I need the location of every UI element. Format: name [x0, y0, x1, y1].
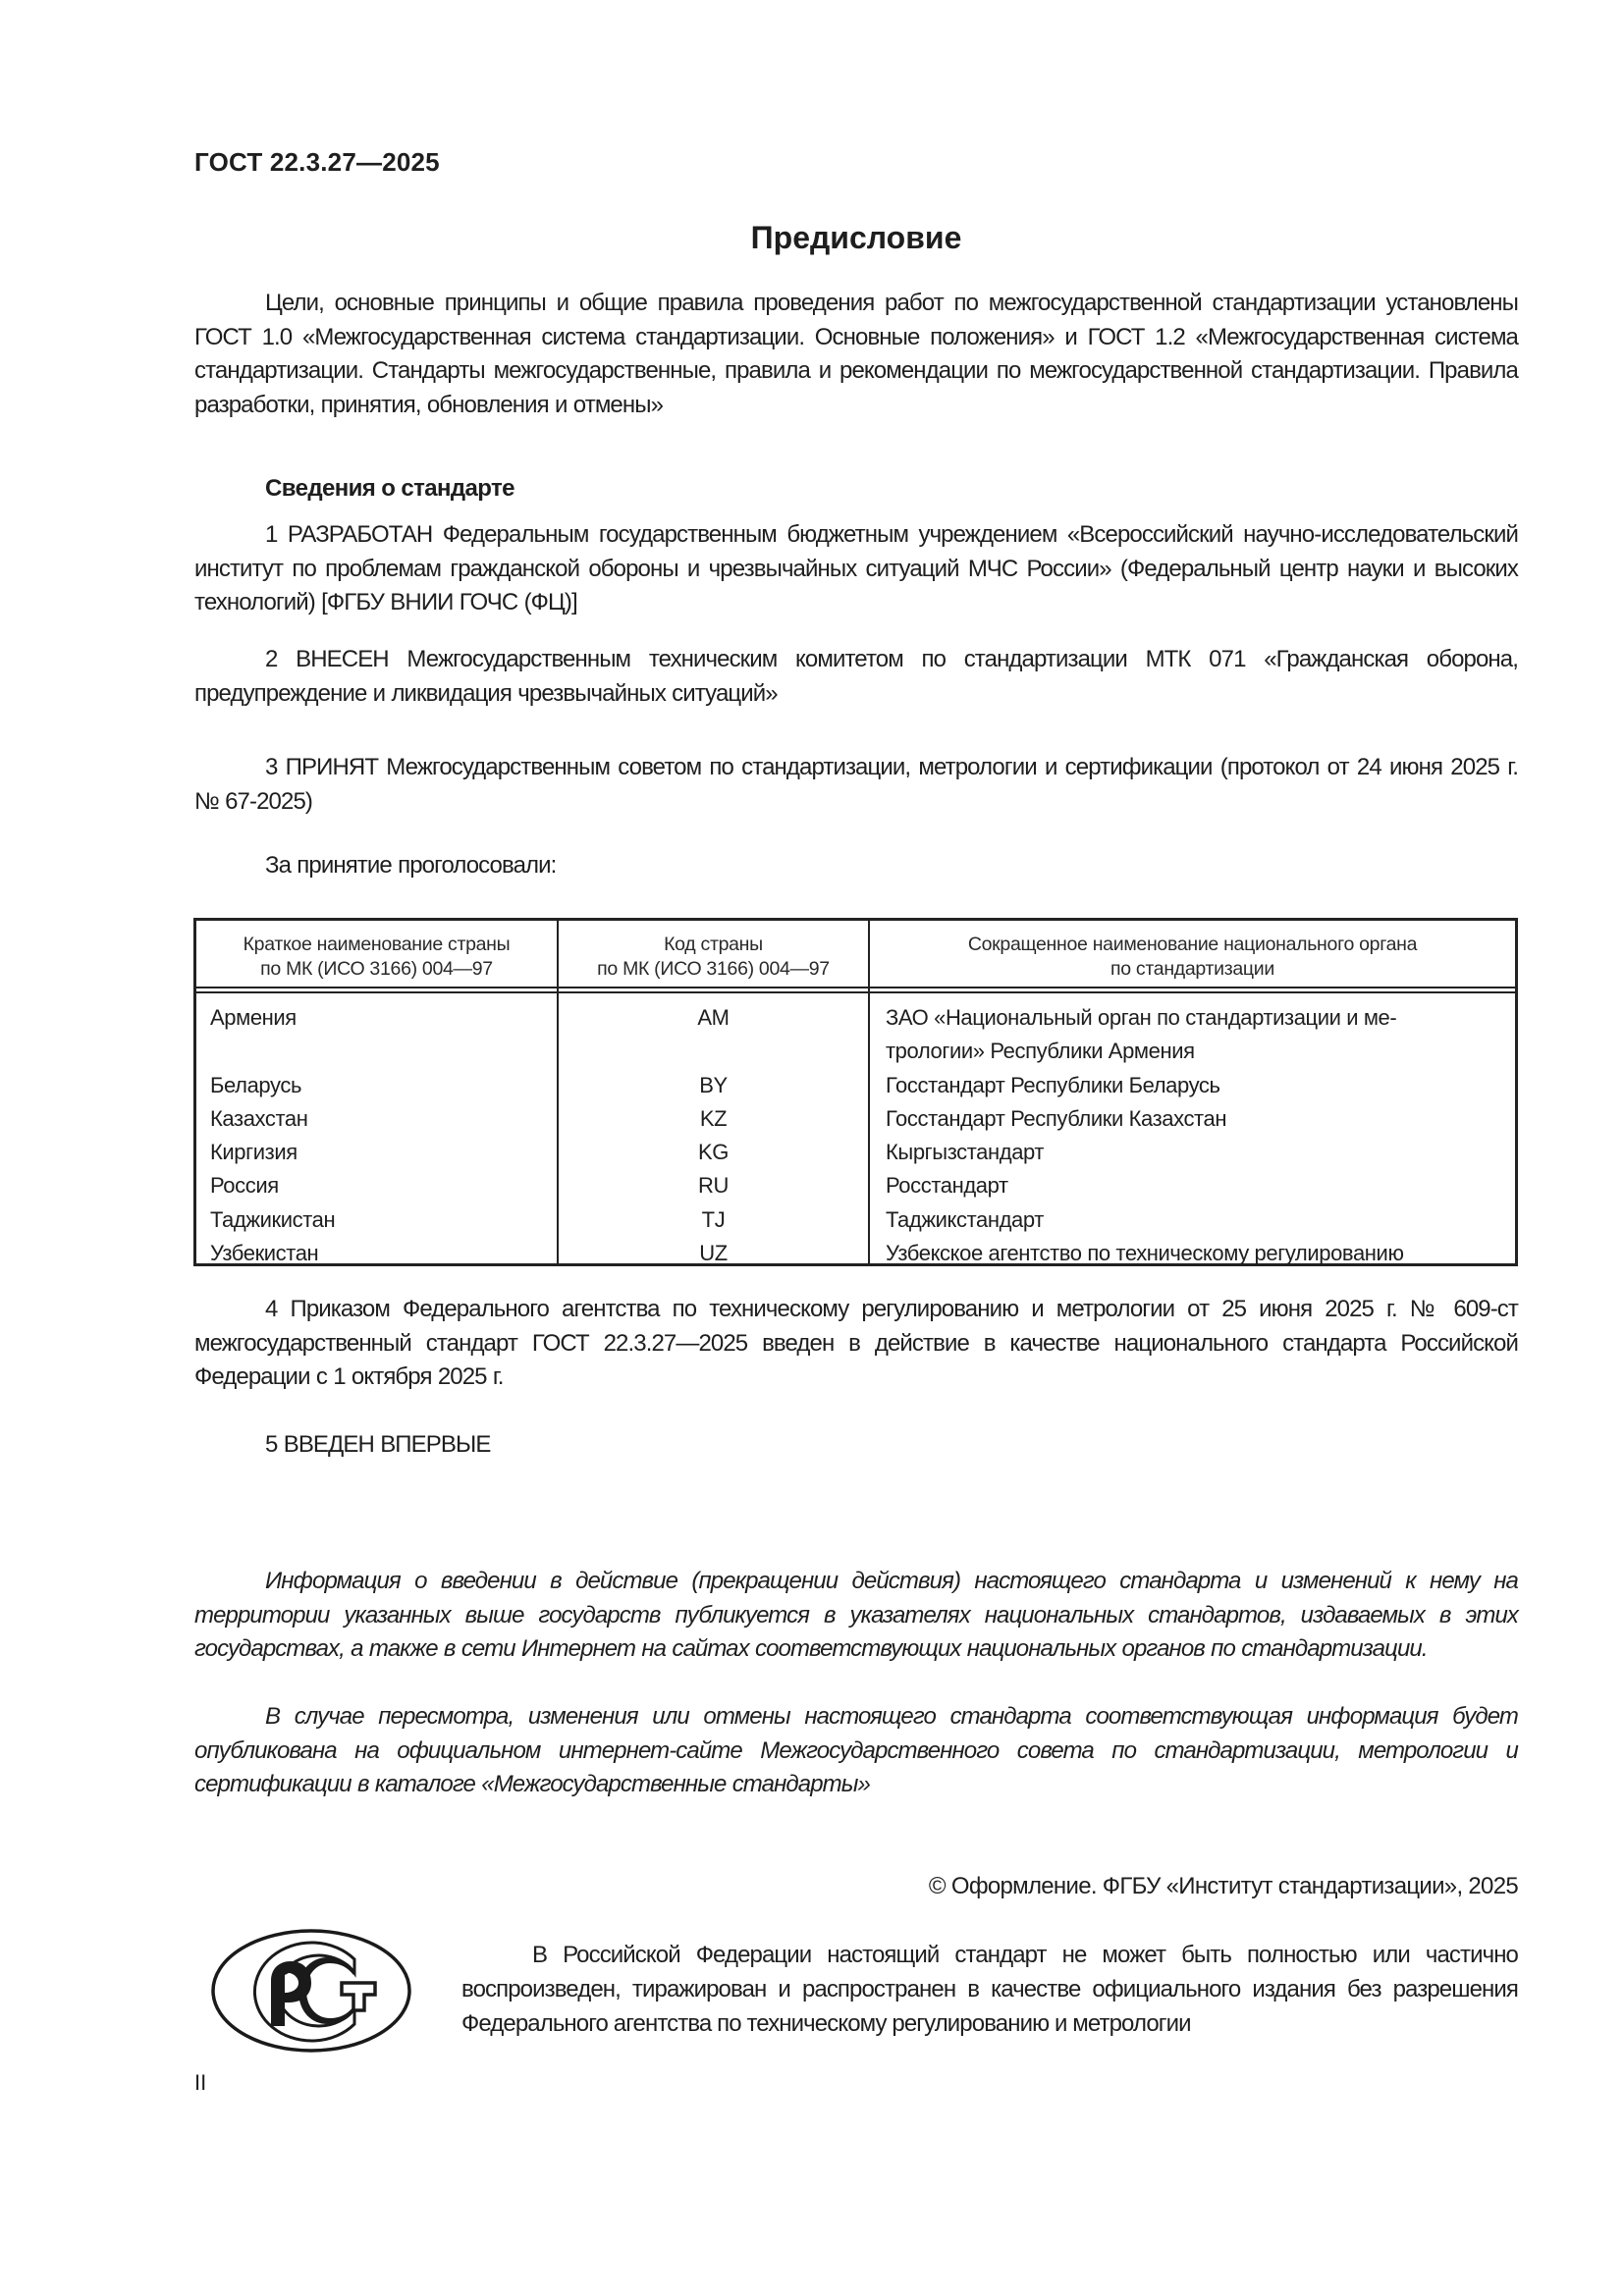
- code-column: [559, 1001, 868, 1270]
- copyright-notice: © Оформление. ФГБУ «Институт стандартизации», 2025: [928, 1873, 1518, 1899]
- table-cell-country: Казахстан: [210, 1105, 308, 1131]
- info-notice-paragraph-2: В случае пересмотра, изменения или отмены настоящего стандарта соответствующая информация будет опубликована на официальном интернет-сайте Межгосударственного совета по стандартизации, метрологии и сертификации в каталоге «Межгосударственные стандарты»: [194, 1703, 1518, 1797]
- table-cell-country: Армения: [210, 1005, 297, 1030]
- item-enacted: 4 Приказом Федерального агентства по техническому регулированию и метрологии от 25 июня 2025 г. № 609-ст межгосударственный стандарт ГОСТ 22.3.27—2025 введен в действие в качестве национального стандарта Российской Федерации с 1 октября 2025 г.: [194, 1296, 1518, 1390]
- table-cell-country: Таджикистан: [210, 1206, 336, 1232]
- table-cell-body: Таджикстандарт: [886, 1206, 1044, 1232]
- header-divider: [196, 991, 1515, 993]
- table-cell-body: Росстандарт: [886, 1173, 1008, 1199]
- reproduction-restriction-notice: В Российской Федерации настоящий стандарт не может быть полностью или частично воспроизведен, тиражирован и распространен в качестве официального издания без разрешения Федерального агентства по техническому регулированию и метрологии: [461, 1942, 1518, 2037]
- table-cell-body: Кыргызстандарт: [886, 1140, 1045, 1165]
- document-code: ГОСТ 22.3.27—2025: [194, 147, 440, 177]
- rst-certification-mark-icon: [210, 1928, 412, 2054]
- table-cell-country: Россия: [210, 1173, 279, 1199]
- item-first-introduced: 5 ВВЕДЕН ВПЕРВЫЕ: [265, 1431, 491, 1458]
- column-header-country: Краткое наименование страны по МК (ИСО 3166) 004—97: [243, 934, 511, 980]
- table-cell-country: Беларусь: [210, 1072, 302, 1097]
- column-header-code: Код страны по МК (ИСО 3166) 004—97: [597, 934, 830, 980]
- table-cell-code: TJ: [701, 1206, 726, 1232]
- section-heading-standard-info: Сведения о стандарте: [265, 475, 514, 502]
- votes-table: [193, 918, 1518, 1266]
- national-body-column: [886, 1001, 1404, 1270]
- info-notice-paragraph-1: Информация о введении в действие (прекращении действия) настоящего стандарта и изменений к нему на территории указанных выше государств публикуется в указателях национальных стандартов, издаваемых в этих государствах, а также в сети Интернет на сайтах соответствующих национальных органов по стандартизации.: [194, 1568, 1518, 1662]
- votes-intro: За принятие проголосовали:: [265, 852, 557, 879]
- header-divider: [196, 987, 1515, 988]
- table-cell-body: Госстандарт Республики Беларусь: [886, 1072, 1220, 1097]
- intro-text: Цели, основные принципы и общие правила проведения работ по межгосударственной стандартизации установлены ГОСТ 1.0 «Межгосударственная система стандартизации. Основные положения» и ГОСТ 1.2 «Межгосударственная система стандартизации. Стандарты межгосударственные, правила и рекомендации по межгосударственной стандартизации. Правила разработки, принятия, обновления и отмены»: [194, 290, 1518, 418]
- item-submitted: 2 ВНЕСЕН Межгосударственным техническим комитетом по стандартизации МТК 071 «Гражданская оборона, предупреждение и ликвидация чрезвычайных ситуаций»: [194, 646, 1518, 707]
- table-cell-code: AM: [697, 1005, 730, 1030]
- table-cell-country: Киргизия: [210, 1140, 298, 1165]
- table-cell-body: трологии» Республики Армения: [886, 1039, 1195, 1064]
- table-cell-country: Узбекистан: [210, 1241, 319, 1266]
- table-cell-code: KZ: [699, 1105, 728, 1131]
- table-cell-body: Узбекское агентство по техническому регулированию: [886, 1241, 1404, 1266]
- table-cell-code: KG: [698, 1140, 729, 1165]
- page-number: II: [194, 2070, 207, 2095]
- item-adopted: 3 ПРИНЯТ Межгосударственным советом по стандартизации, метрологии и сертификации (протокол от 24 июня 2025 г. № 67-2025): [194, 754, 1518, 815]
- table-cell-body: Госстандарт Республики Казахстан: [886, 1105, 1227, 1131]
- table-cell-code: BY: [699, 1072, 728, 1097]
- page-title: Предисловие: [750, 220, 962, 255]
- table-cell-code: RU: [698, 1173, 729, 1199]
- table-cell-body: ЗАО «Национальный орган по стандартизации и ме-: [886, 1005, 1397, 1030]
- column-header-national-body: Сокращенное наименование национального органа по стандартизации: [967, 934, 1418, 980]
- intro-paragraph: [194, 287, 1518, 422]
- table-cell-code: UZ: [699, 1241, 728, 1266]
- item-developed: 1 РАЗРАБОТАН Федеральным государственным бюджетным учреждением «Всероссийский научно-исследовательский институт по проблемам гражданской обороны и чрезвычайных ситуаций МЧС России» (Федеральный центр науки и высоких технологий) [ФГБУ ВНИИ ГОЧС (ФЦ)]: [194, 521, 1518, 615]
- country-column: [210, 1001, 335, 1270]
